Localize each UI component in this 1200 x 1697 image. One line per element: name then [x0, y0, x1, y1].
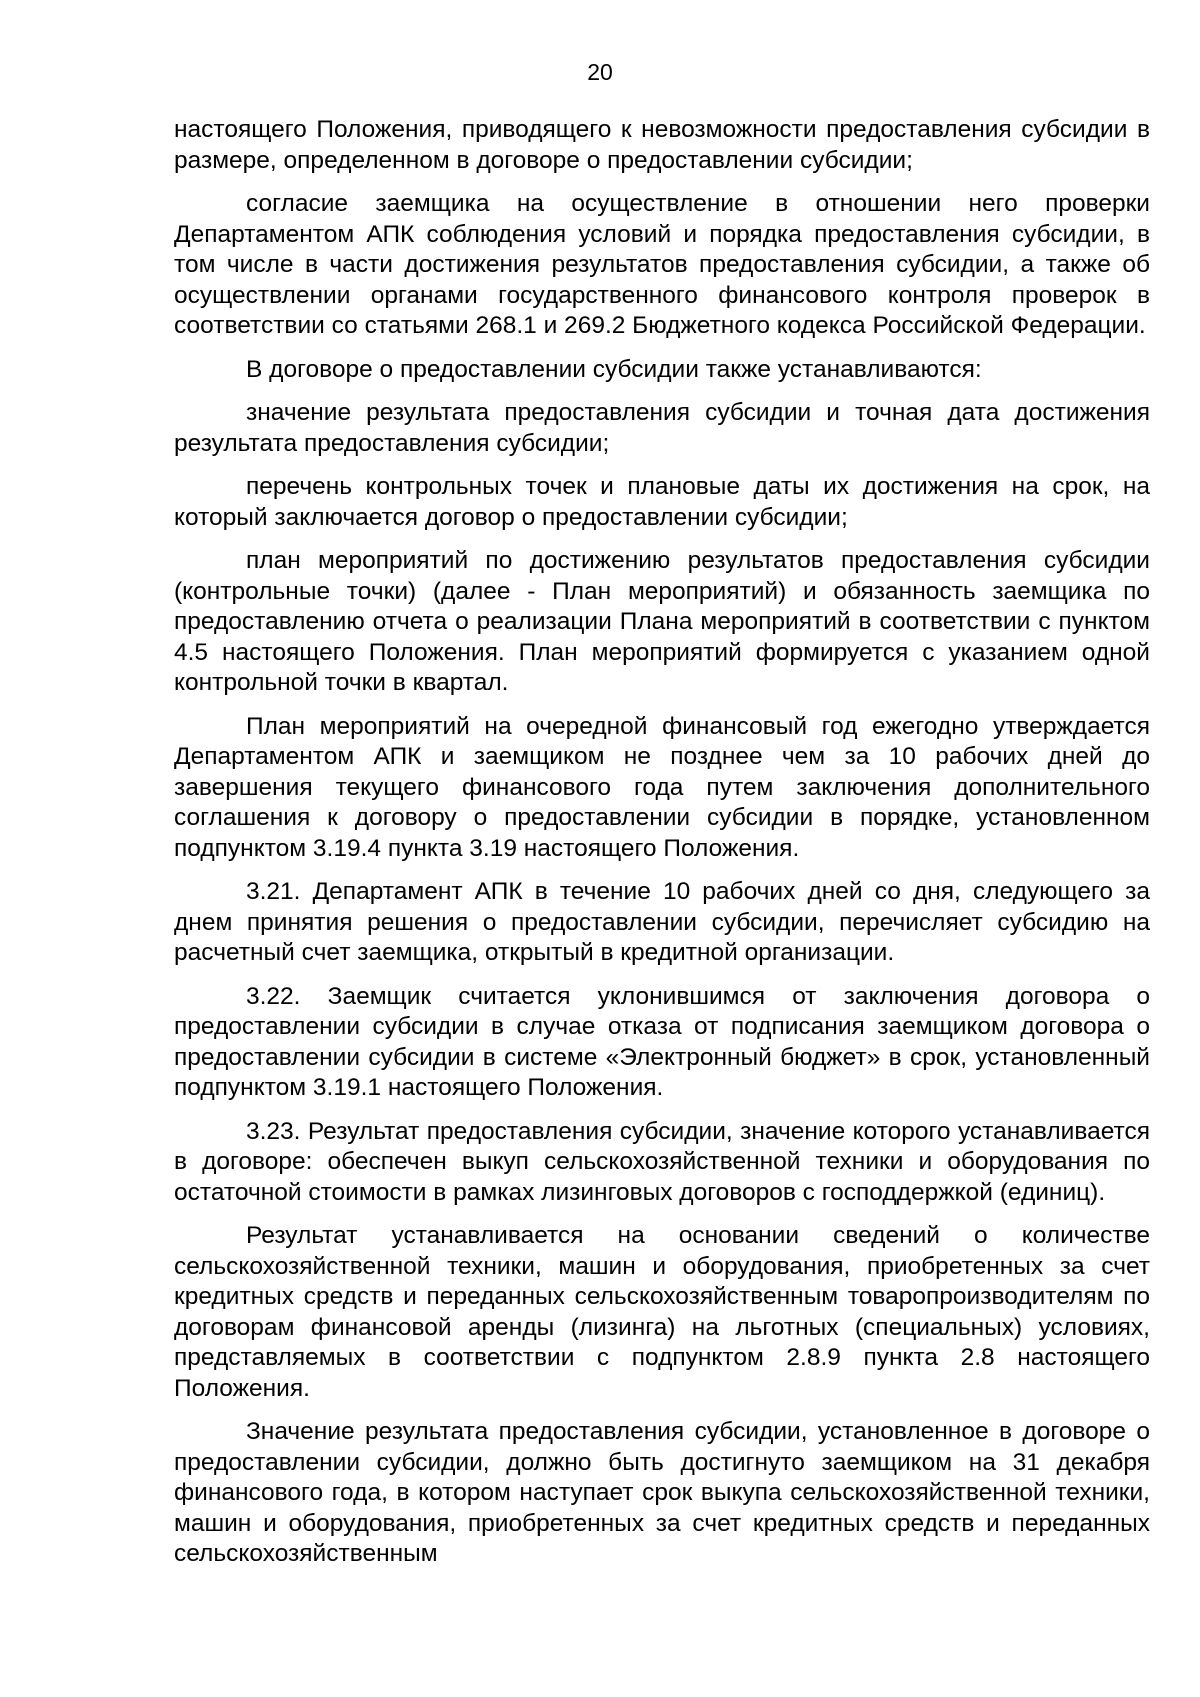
paragraph: План мероприятий на очередной финансовый год ежегодно утверждается Департаментом АПК и заемщиком не позднее чем за 10 рабочих дней до завершения текущего финансового года путем заключения дополнительного соглашения к договору о предоставлении субсидии в порядке, установленном подпунктом 3.19.4 пункта 3.19 настоящего Положения. [174, 712, 1150, 862]
paragraph: 3.21. Департамент АПК в течение 10 рабочих дней со дня, следующего за днем принятия решения о предоставлении субсидии, перечисляет субсидию на расчетный счет заемщика, открытый в кредитной организации. [174, 878, 1150, 966]
page-number: 20 [587, 59, 613, 85]
paragraph: 3.23. Результат предоставления субсидии, значение которого устанавливается в договоре: обеспечен выкуп сельскохозяйственной техники и оборудования по остаточной стоимости в рамках лизинговых договоров с господдержкой (единиц). [174, 1117, 1150, 1206]
paragraph: Результат устанавливается на основании сведений о количестве сельскохозяйственной техники, машин и оборудования, приобретенных за счет кредитных средств и переданных сельскохозяйственным товаропроизводителям по договорам финансовой аренды (лизинга) на льготных (специальных) условиях, представляемых в соответствии с подпунктом 2.8.9 пункта 2.8 настоящего Положения. [174, 1222, 1150, 1402]
paragraph: перечень контрольных точек и плановые даты их достижения на срок, на который заключается договор о предоставлении субсидии; [174, 473, 1150, 531]
paragraph: настоящего Положения, приводящего к невозможности предоставления субсидии в размере, определенном в договоре о предоставлении субсидии; [174, 116, 1150, 174]
paragraph: В договоре о предоставлении субсидии также устанавливаются: [246, 355, 982, 383]
paragraph: Значение результата предоставления субсидии, установленное в договоре о предоставлении субсидии, должно быть достигнуто заемщиком на 31 декабря финансового года, в котором наступает срок выкупа сельскохозяйственной техники, машин и оборудования, приобретенных за счет кредитных средств и переданных сельскохозяйственным [174, 1418, 1150, 1567]
paragraph: 3.22. Заемщик считается уклонившимся от заключения договора о предоставлении субсидии в случае отказа от подписания заемщиком договора о предоставлении субсидии в системе «Электронный бюджет» в срок, установленный подпунктом 3.19.1 настоящего Положения. [174, 982, 1150, 1101]
paragraph: значение результата предоставления субсидии и точная дата достижения результата предоставления субсидии; [174, 399, 1150, 457]
document-body [174, 115, 1150, 1583]
paragraph: план мероприятий по достижению результатов предоставления субсидии (контрольные точки) (далее - План мероприятий) и обязанность заемщика по предоставлению отчета о реализации Плана мероприятий в соответствии с пунктом 4.5 настоящего Положения. План мероприятий формируется с указанием одной контрольной точки в квартал. [174, 547, 1150, 696]
paragraph: согласие заемщика на осуществление в отношении него проверки Департаментом АПК соблюдения условий и порядка предоставления субсидии, в том числе в части достижения результатов предоставления субсидии, а также об осуществлении органами государственного финансового контроля проверок в соответствии со статьями 268.1 и 269.2 Бюджетного кодекса Российской Федерации. [174, 190, 1150, 339]
